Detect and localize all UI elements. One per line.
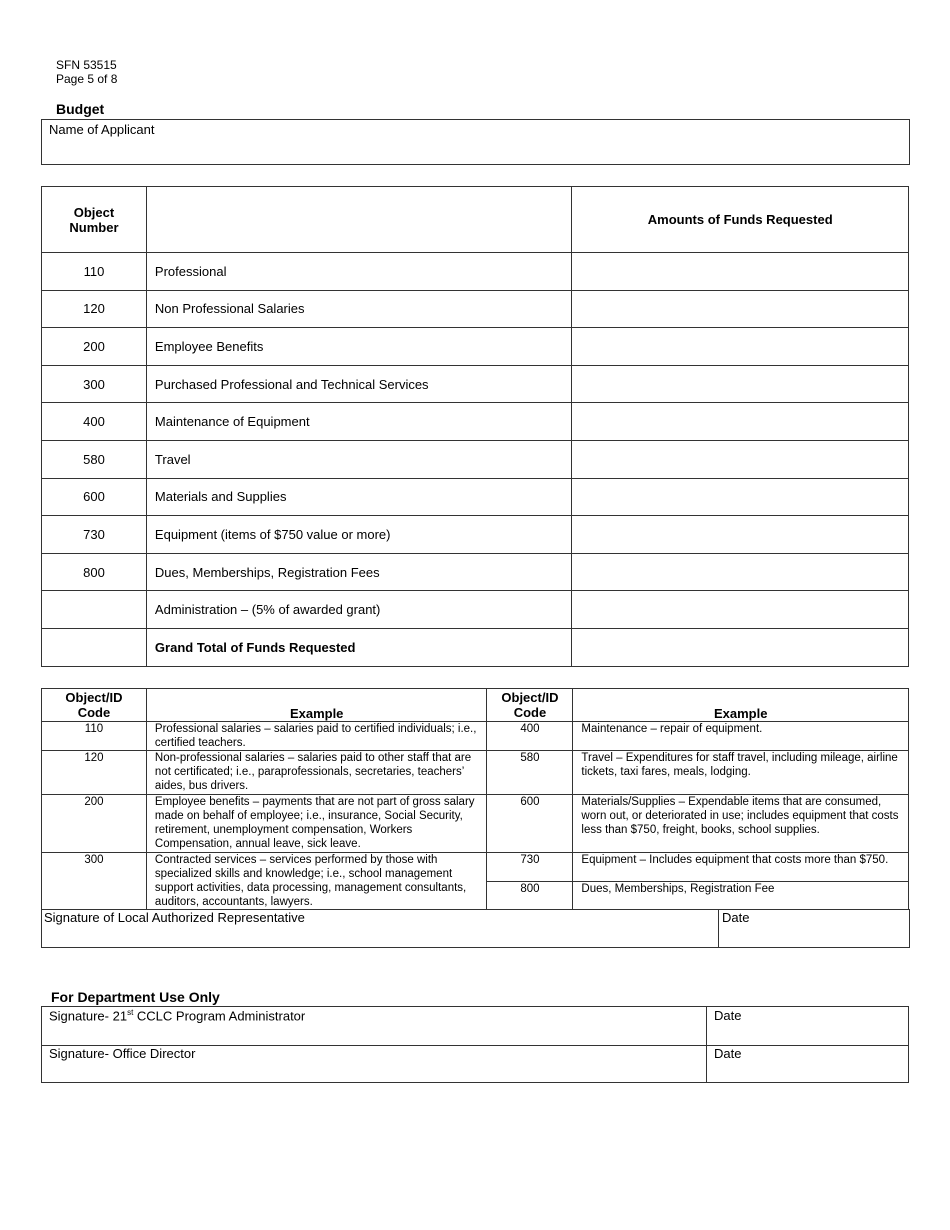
budget-row-code	[42, 628, 147, 666]
budget-row	[42, 478, 909, 516]
header-amount: Amounts of Funds Requested	[572, 187, 909, 253]
ex-code: 600	[487, 795, 573, 853]
ex-code: 400	[487, 722, 573, 751]
ex-header-example-left: Example	[146, 689, 487, 722]
ex-text: Professional salaries – salaries paid to certified individuals; i.e., certified teachers.	[146, 722, 487, 751]
program-admin-signature-label: Signature- 21st CCLC Program Administrator	[49, 1008, 306, 1024]
ex-header-example-right: Example	[573, 689, 909, 722]
program-admin-date-label: Date	[714, 1008, 742, 1023]
budget-row-code: 600	[42, 478, 147, 516]
budget-row-code: 730	[42, 516, 147, 554]
budget-row-code: 300	[42, 365, 147, 403]
budget-row-description: Maintenance of Equipment	[146, 403, 571, 441]
budget-row-description: Equipment (items of $750 value or more)	[146, 516, 571, 554]
budget-row-description: Non Professional Salaries	[146, 290, 571, 328]
ex-text: Materials/Supplies – Expendable items that are consumed, worn out, or deteriorated in use; includes equipment that costs less than $750, freight, books, school supplies.	[573, 795, 909, 853]
budget-row-code	[42, 591, 147, 629]
ex-code: 580	[487, 751, 573, 795]
ex-code: 200	[42, 795, 147, 853]
budget-row-description: Purchased Professional and Technical Services	[146, 365, 571, 403]
budget-row-code: 580	[42, 440, 147, 478]
page-number: Page 5 of 8	[56, 72, 118, 86]
ex-code: 730	[487, 853, 573, 882]
applicant-name-field[interactable]	[41, 119, 910, 165]
dept-use-title: For Department Use Only	[51, 989, 220, 1005]
budget-table	[41, 186, 909, 667]
budget-row	[42, 253, 909, 291]
budget-row	[42, 328, 909, 366]
budget-row-amount-field[interactable]	[572, 628, 909, 666]
budget-row-amount-field[interactable]	[572, 553, 909, 591]
budget-row-description: Administration – (5% of awarded grant)	[146, 591, 571, 629]
budget-row	[42, 365, 909, 403]
budget-row-description: Travel	[146, 440, 571, 478]
ex-text: Equipment – Includes equipment that costs more than $750.	[573, 853, 909, 882]
local-signature-date-field[interactable]	[719, 909, 909, 947]
header-object-number: Object Number	[42, 187, 147, 253]
budget-row-description: Grand Total of Funds Requested	[146, 628, 571, 666]
program-admin-signature-field[interactable]	[42, 1007, 707, 1046]
form-number: SFN 53515	[56, 58, 117, 72]
budget-row-description: Dues, Memberships, Registration Fees	[146, 553, 571, 591]
budget-row-code: 120	[42, 290, 147, 328]
ex-header-code-left: Object/ID Code	[42, 689, 147, 722]
budget-row-amount-field[interactable]	[572, 290, 909, 328]
budget-row	[42, 440, 909, 478]
budget-row-amount-field[interactable]	[572, 328, 909, 366]
budget-row-code: 200	[42, 328, 147, 366]
budget-row	[42, 290, 909, 328]
local-signature-field[interactable]	[42, 909, 719, 947]
budget-row-amount-field[interactable]	[572, 365, 909, 403]
office-director-date-field[interactable]	[707, 1046, 908, 1082]
ex-text: Non-professional salaries – salaries paid to other staff that are not certificated; i.e., paraprofessionals, secretaries, teachers’ aides, bus drivers.	[146, 751, 487, 795]
budget-row	[42, 403, 909, 441]
local-signature-date-label: Date	[722, 910, 750, 925]
budget-row-amount-field[interactable]	[572, 440, 909, 478]
ex-text: Dues, Memberships, Registration Fee	[573, 882, 909, 910]
office-director-signature-label: Signature- Office Director	[49, 1046, 196, 1061]
budget-row	[42, 553, 909, 591]
ex-code: 300	[42, 853, 147, 910]
examples-table	[41, 688, 909, 910]
budget-row-code: 400	[42, 403, 147, 441]
dept-use-box	[41, 1006, 909, 1083]
local-signature-label: Signature of Local Authorized Representative	[44, 910, 305, 925]
ex-text: Contracted services – services performed by those with specialized skills and knowledge; i.e., school management support activities, data processing, management consultants, auditors, accountants, lawyers.	[146, 853, 487, 910]
applicant-name-label: Name of Applicant	[49, 122, 155, 137]
budget-row-amount-field[interactable]	[572, 591, 909, 629]
budget-row-amount-field[interactable]	[572, 403, 909, 441]
office-director-signature-field[interactable]	[42, 1046, 707, 1082]
budget-row-amount-field[interactable]	[572, 253, 909, 291]
budget-row-code: 800	[42, 553, 147, 591]
section-title: Budget	[56, 101, 105, 117]
local-signature-row	[41, 909, 910, 948]
header-description	[146, 187, 571, 253]
budget-row-description: Professional	[146, 253, 571, 291]
ex-code: 120	[42, 751, 147, 795]
budget-row-amount-field[interactable]	[572, 516, 909, 554]
budget-row	[42, 516, 909, 554]
ex-text: Travel – Expenditures for staff travel, including mileage, airline tickets, taxi fares, meals, lodging.	[573, 751, 909, 795]
budget-row-code: 110	[42, 253, 147, 291]
program-admin-date-field[interactable]	[707, 1007, 908, 1046]
office-director-date-label: Date	[714, 1046, 742, 1061]
ex-header-code-right: Object/ID Code	[487, 689, 573, 722]
budget-row-description: Employee Benefits	[146, 328, 571, 366]
ex-code: 800	[487, 882, 573, 910]
budget-row-amount-field[interactable]	[572, 478, 909, 516]
ex-text: Employee benefits – payments that are not part of gross salary made on behalf of employee; i.e., insurance, Social Security, retirement, unemployment compensation, Workers Compensation, annual leave, sick leave.	[146, 795, 487, 853]
budget-row-description: Materials and Supplies	[146, 478, 571, 516]
ex-code: 110	[42, 722, 147, 751]
ex-text: Maintenance – repair of equipment.	[573, 722, 909, 751]
budget-row	[42, 591, 909, 629]
budget-row	[42, 628, 909, 666]
